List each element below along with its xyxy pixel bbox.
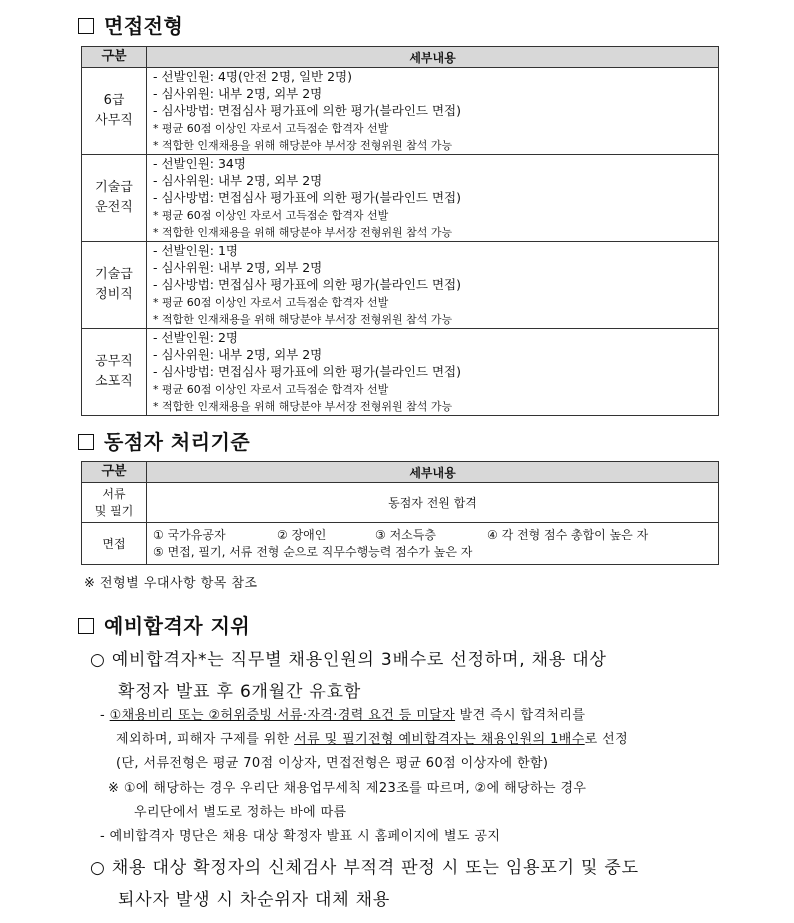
checkbox-square-icon [78,18,94,34]
paragraph-1: ○ 예비합격자*는 직무별 채용인원의 3배수로 선정하며, 채용 대상 확정자 발표 후 6개월간 유효함 [90,650,607,702]
row-detail: - 선발인원: 34명 - 심사위원: 내부 2명, 외부 2명 - 심사방법: 면접심사 평가표에 의한 평가(블라인드 면접) * 평균 60점 이상인 자로서 고득점순 합격자 선발 * 적합한 인재채용을 위해 해당분야 부서장 전형위원 참석 가능 [147,155,719,242]
section-title-text: 동점자 처리기준 [104,430,251,454]
checkbox-square-icon [78,618,94,634]
checkbox-square-icon [78,434,94,450]
row-category: 기술급 운전직 [82,155,147,242]
paragraph-2: ○ 채용 대상 확정자의 신체검사 부적격 판정 시 또는 임용포기 및 중도 퇴사자 발생 시 차순위자 대체 채용 [90,858,639,910]
section-title-interview [78,10,183,39]
section-title-text: 예비합격자 지위 [104,614,251,638]
row-category: 6급 사무직 [82,68,147,155]
interview-table [81,46,719,416]
section-title-tie [78,426,250,455]
table-row [82,329,719,416]
col-header-detail: 세부내용 [147,462,719,483]
row-detail: 동점자 전원 합격 [147,483,719,523]
row-detail: - 선발인원: 1명 - 심사위원: 내부 2명, 외부 2명 - 심사방법: 면접심사 평가표에 의한 평가(블라인드 면접) * 평균 60점 이상인 자로서 고득점순 합격자 선발 * 적합한 인재채용을 위해 해당분야 부서장 전형위원 참석 가능 [147,242,719,329]
table-row [82,483,719,523]
table-row [82,523,719,565]
col-header-detail: 세부내용 [147,47,719,68]
reference-note: ※ 전형별 우대사항 항목 참조 [84,576,258,591]
col-header-category: 구분 [82,462,147,483]
detail-1: - ①채용비리 또는 ②허위증빙 서류·자격·경력 요건 등 미달자 발견 즉시 합격처리를 제외하며, 피해자 구제를 위한 서류 및 필기전형 예비합격자는 채용인원의 1배수로 선정 (단, 서류전형은 평균 70점 이상자, 면접전형은 평균 60점 이상자에 한함) [100,708,629,771]
row-category: 공무직 소포직 [82,329,147,416]
tie-table [81,461,719,565]
row-detail: - 선발인원: 4명(안전 2명, 일반 2명) - 심사위원: 내부 2명, 외부 2명 - 심사방법: 면접심사 평가표에 의한 평가(블라인드 면접) * 평균 60점 이상인 자로서 고득점순 합격자 선발 * 적합한 인재채용을 위해 해당분야 부서장 전형위원 참석 가능 [147,68,719,155]
row-category: 서류 및 필기 [82,483,147,523]
col-header-category: 구분 [82,47,147,68]
row-category: 기술급 정비직 [82,242,147,329]
row-detail: - 선발인원: 2명 - 심사위원: 내부 2명, 외부 2명 - 심사방법: 면접심사 평가표에 의한 평가(블라인드 면접) * 평균 60점 이상인 자로서 고득점순 합격자 선발 * 적합한 인재채용을 위해 해당분야 부서장 전형위원 참석 가능 [147,329,719,416]
table-row [82,68,719,155]
row-category: 면접 [82,523,147,565]
section-title-text: 면접전형 [104,14,184,38]
row-detail: ① 국가유공자 ② 장애인 ③ 저소득층 ④ 각 전형 점수 총합이 높은 자 ⑤ 면접, 필기, 서류 전형 순으로 직무수행능력 점수가 높은 자 [147,523,719,565]
table-row [82,242,719,329]
table-row [82,155,719,242]
section-title-reserve [78,610,250,639]
note-1: ※ ①에 해당하는 경우 우리단 채용업무세칙 제23조를 따르며, ②에 해당하는 경우 우리단에서 별도로 정하는 바에 따름 [108,781,587,820]
detail-2: - 예비합격자 명단은 채용 대상 확정자 발표 시 홈페이지에 별도 공지 [100,829,501,844]
